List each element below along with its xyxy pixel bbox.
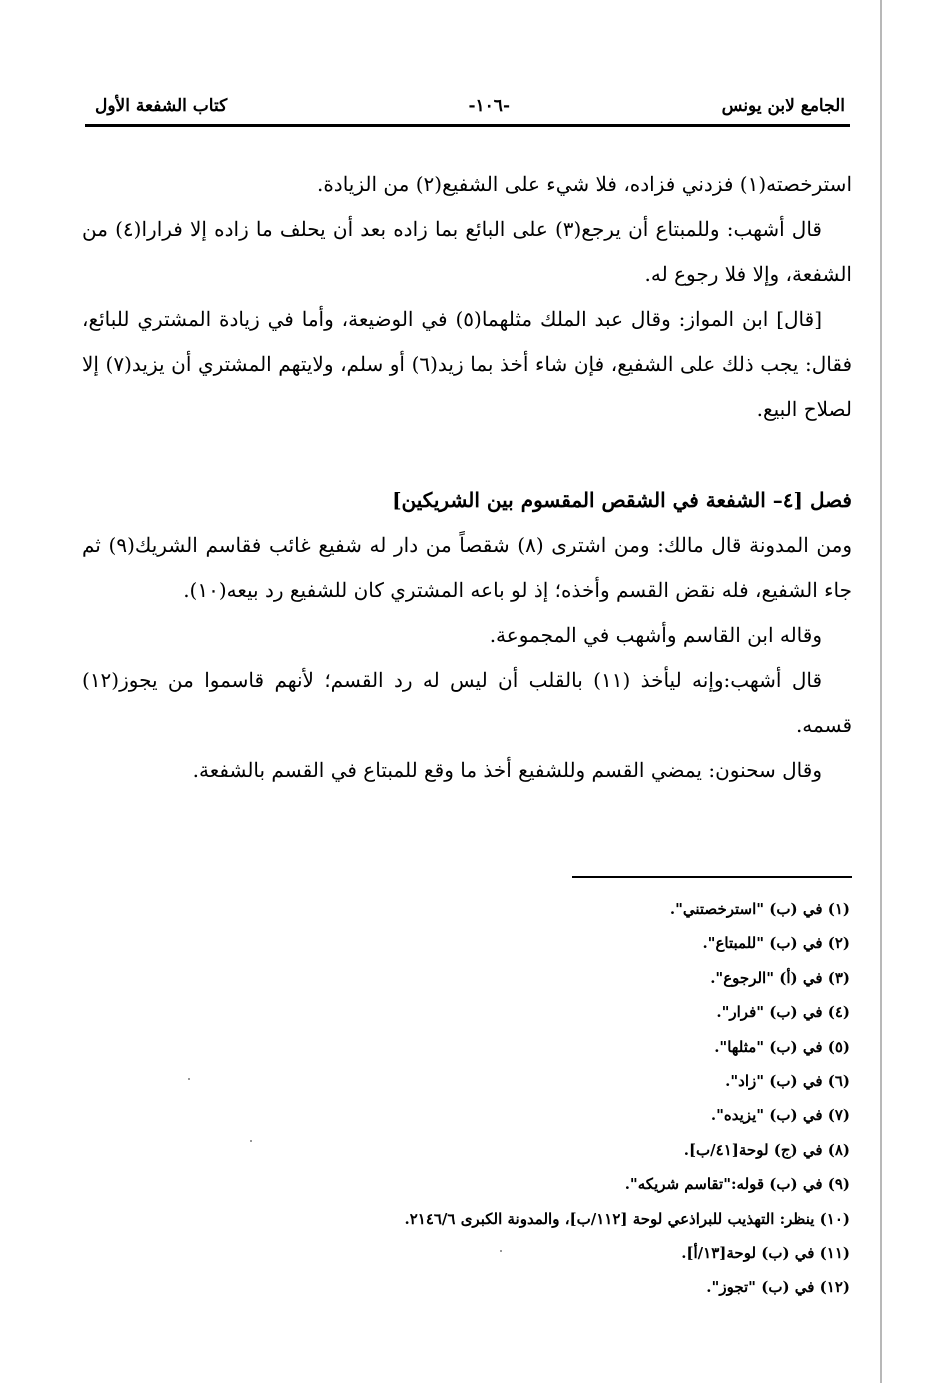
main-text (82, 162, 852, 793)
scan-speck (188, 1078, 190, 1080)
footnote-item: (٩) في (ب) قوله:"تقاسم شريكه". (624, 1175, 850, 1194)
scan-speck (500, 1250, 502, 1252)
footnote-item: (١٢) في (ب) "تجوز". (706, 1278, 850, 1297)
paragraph: [قال] ابن المواز: وقال عبد الملك مثلهما(٥) في الوضيعة، وأما في زيادة المشتري للبائع، فقال: يجب ذلك على الشفيع، فإن شاء أخذ بما زيد(٦) أو سلم، ولايتهم المشتري أن يزيد(٧) إلا لصلاح البيع. (82, 307, 853, 421)
footnote-item: (٨) في (ج) لوحة[٤١/ب]. (683, 1140, 850, 1159)
running-header (95, 96, 845, 126)
footnotes (140, 892, 850, 1305)
paragraph: وقال سحنون: يمضي القسم وللشفيع أخذ ما وقع للمبتاع في القسم بالشفعة. (192, 758, 822, 782)
paragraph: وقاله ابن القاسم وأشهب في المجموعة. (489, 623, 822, 647)
footnote-item: (٥) في (ب) "مثلها". (714, 1037, 850, 1056)
footnote-item: (١٠) ينظر: التهذيب للبراذعي لوحة [١١٢/ب]، والمدونة الكبرى ٢١٤٦/٦. (404, 1209, 850, 1228)
page-number: -١٠٦- (468, 96, 510, 116)
scan-speck (250, 1140, 252, 1142)
header-rule (85, 124, 850, 127)
footnote-item: (٤) في (ب) "فرار". (716, 1003, 850, 1022)
section-heading: فصل [٤– الشفعة في الشقص المقسوم بين الشريكين] (392, 488, 852, 512)
footnote-rule (572, 876, 852, 878)
chapter-title: كتاب الشفعة الأول (95, 96, 228, 116)
book-title: الجامع لابن يونس (721, 96, 845, 116)
footnote-item: (١) في (ب) "استرخصتني". (669, 900, 850, 918)
paragraph: قال أشهب: وللمبتاع أن يرجع(٣) على البائع بما زاده بعد أن يحلف ما زاده إلا فرارا(٤) من الشفعة، وإلا فلا رجوع له. (82, 217, 852, 286)
footnote-item: (١١) في (ب) لوحة[١٣/أ]. (681, 1244, 850, 1263)
paragraph: قال أشهب:وإنه ليأخذ (١١) بالقلب أن ليس له رد القسم؛ لأنهم قاسموا من يجوز(١٢) قسمه. (82, 668, 852, 737)
paragraph: استرخصته(١) فزدني فزاده، فلا شيء على الشفيع(٢) من الزيادة. (316, 172, 852, 196)
section-gap (82, 432, 852, 478)
paragraph: ومن المدونة قال مالك: ومن اشترى (٨) شقصاً من دار له شفيع غائب فقاسم الشريك(٩) ثم جاء الشفيع، فله نقض القسم وأخذه؛ إذ لو باعه المشتري كان للشفيع رد بيعه(١٠). (82, 533, 852, 602)
footnote-item: (٦) في (ب) "زاد". (725, 1072, 850, 1091)
footnote-item: (٢) في (ب) "للمبتاع". (702, 934, 850, 953)
footnote-item: (٧) في (ب) "يزيده". (710, 1106, 850, 1125)
page-edge-line (880, 0, 882, 1383)
footnote-item: (٣) في (أ) "الرجوع". (710, 968, 850, 987)
